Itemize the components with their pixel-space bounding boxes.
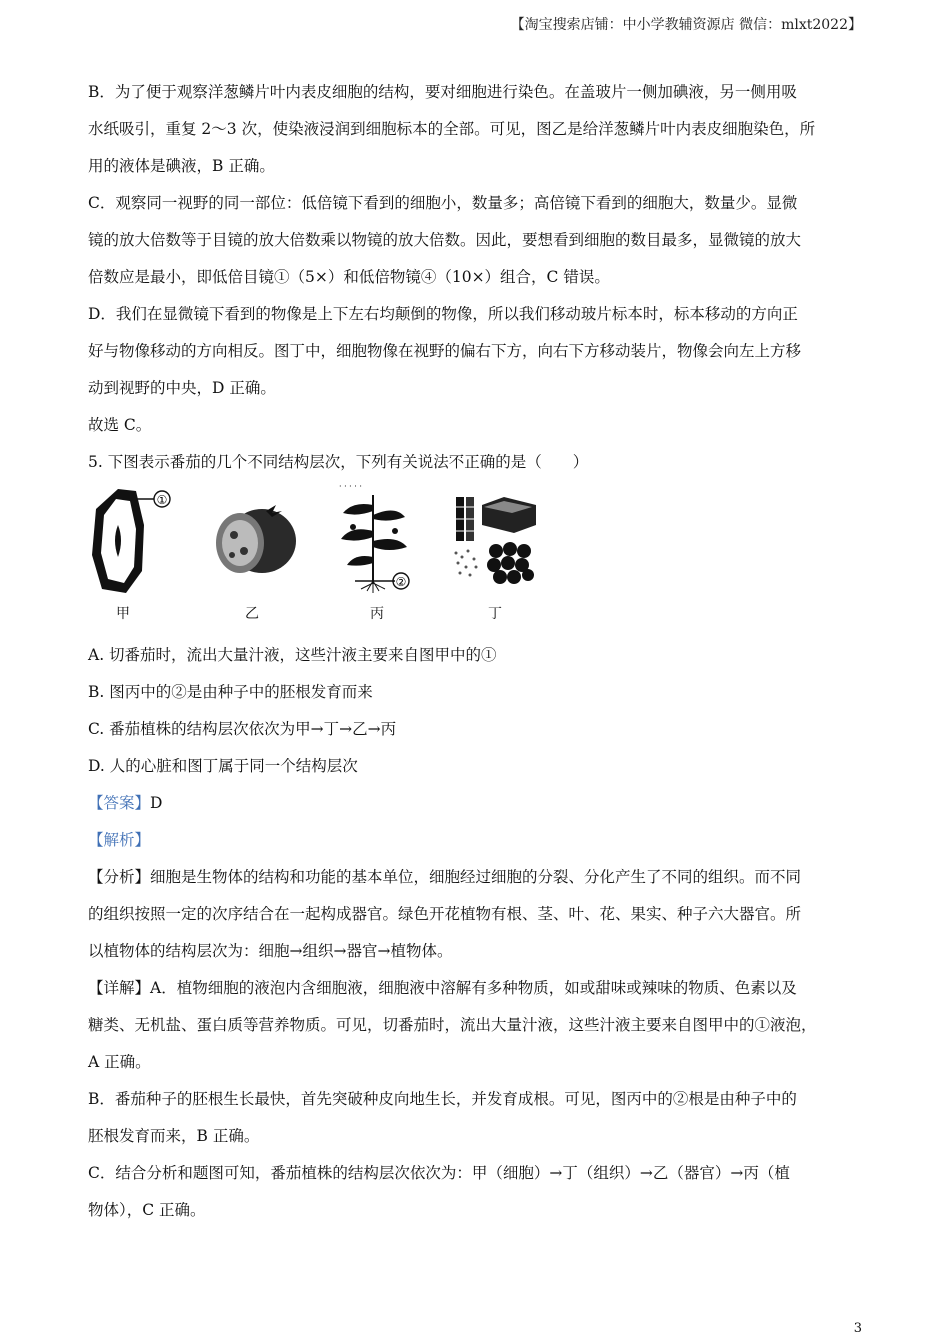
page-content: [88, 74, 868, 1229]
question-5-stem: [88, 444, 868, 481]
label-yi: 乙: [245, 606, 259, 622]
prev-C-line2: 镜的放大倍数等于目镜的放大倍数乘以物镜的放大倍数。因此，要想看到细胞的数目最多，显微镜的放大: [88, 231, 802, 249]
xiangjie-tag: 【详解】: [88, 979, 151, 997]
mark-2: ②: [395, 575, 407, 589]
fenxi-tag: 【分析】: [88, 868, 151, 886]
prev-D-line2: 好与物像移动的方向相反。图丁中，细胞物像在视野的偏右下方，向右下方移动装片，物像会向左上方移: [88, 342, 802, 360]
xiangjie-A2: 糖类、无机盐、蛋白质等营养物质。可见，切番茄时，流出大量汁液，这些汁液主要来自图甲中的①液泡，: [88, 1016, 817, 1034]
fenxi-line2: 的组织按照一定的次序结合在一起构成器官。绿色开花植物有根、茎、叶、花、果实、种子六大器官。所: [88, 905, 802, 923]
fenxi-line3: 以植物体的结构层次为：细胞→组织→器官→植物体。: [88, 942, 453, 960]
prev-B-line3: 用的液体是碘液，B 正确。: [88, 157, 275, 175]
svg-text:· · · · ·: · · · · ·: [339, 485, 362, 491]
fenxi-line1: [88, 859, 868, 896]
tissue-diagram: [448, 493, 544, 593]
prev-B-line2: 水纸吸引，重复 2～3 次，使染液浸润到细胞标本的全部。可见，图乙是给洋葱鳞片叶内表皮细胞染色，所: [88, 120, 816, 138]
prev-C-line3: 倍数应是最小，即低倍目镜①（5×）和低倍物镜④（10×）组合，C 错误。: [88, 268, 610, 286]
stem-post: 的是（ ）: [495, 453, 589, 471]
option-C: C. 番茄植株的结构层次依次为甲→丁→乙→丙: [88, 720, 397, 738]
option-B: B. 图丙中的②是由种子中的胚根发育而来: [88, 683, 373, 701]
prev-D-line3: 动到视野的中央，D 正确。: [88, 379, 276, 397]
page-number: 3: [853, 1321, 862, 1336]
xiangjie-A3: A 正确。: [88, 1053, 151, 1071]
plant-diagram: [333, 485, 423, 597]
stem-emphasis: · · · 不正确: [449, 453, 496, 471]
xiangjie-B2: 胚根发育而来，B 正确。: [88, 1127, 260, 1145]
prev-D-line1: D．我们在显微镜下看到的物像是上下左右均颠倒的物像，所以我们移动玻片标本时，标本移动的方向正: [88, 305, 798, 323]
option-A: A. 切番茄时，流出大量汁液，这些汁液主要来自图甲中的①: [88, 646, 497, 664]
prev-C-line1: C．观察同一视野的同一部位：低倍镜下看到的细胞小，数量多；高倍镜下看到的细胞大，数量少。显微: [88, 194, 798, 212]
xiangjie-C2: 物体），C 正确。: [88, 1201, 206, 1219]
label-bing: 丙: [370, 606, 384, 622]
xiangjie-line1: [88, 970, 868, 1007]
prev-B-line1: B．为了便于观察洋葱鳞片叶内表皮细胞的结构，要对细胞进行染色。在盖玻片一侧加碘液，另一侧用吸: [88, 83, 797, 101]
label-jia: 甲: [116, 606, 130, 622]
page-header: 【淘宝搜索店铺：中小学教辅资源店 微信：mlxt2022】: [510, 17, 862, 33]
tomato-diagram: [210, 499, 300, 583]
stem-pre: 5. 下图表示番茄的几个不同结构层次，下列有关说法: [88, 453, 449, 471]
xiangjie-C1: C．结合分析和题图可知，番茄植株的结构层次依次为：甲（细胞）→丁（组织）→乙（器官）→丙（植: [88, 1164, 790, 1182]
xiangjie-B1: B．番茄种子的胚根生长最快，首先突破种皮向地生长，并发育成根。可见，图丙中的②根是由种子中的: [88, 1090, 797, 1108]
xiangjie-A1: A．植物细胞的液泡内含细胞液，细胞液中溶解有多种物质，如或甜味或辣味的物质、色素以及: [150, 979, 797, 997]
fenxi-text1: 细胞是生物体的结构和功能的基本单位，细胞经过细胞的分裂、分化产生了不同的组织。而不同: [150, 868, 802, 886]
mark-1: ①: [156, 493, 168, 507]
answer-line: [88, 785, 868, 822]
cell-diagram: [88, 485, 188, 597]
option-D: D. 人的心脏和图丁属于同一个结构层次: [88, 757, 358, 775]
answer-tag: 【答案】: [88, 794, 151, 812]
label-ding: 丁: [488, 606, 502, 622]
analysis-tag: 【解析】: [88, 831, 151, 849]
answer-value: D: [150, 794, 163, 812]
prev-conclusion: 故选 C。: [88, 416, 152, 434]
tomato-structure-figure: [88, 485, 868, 629]
